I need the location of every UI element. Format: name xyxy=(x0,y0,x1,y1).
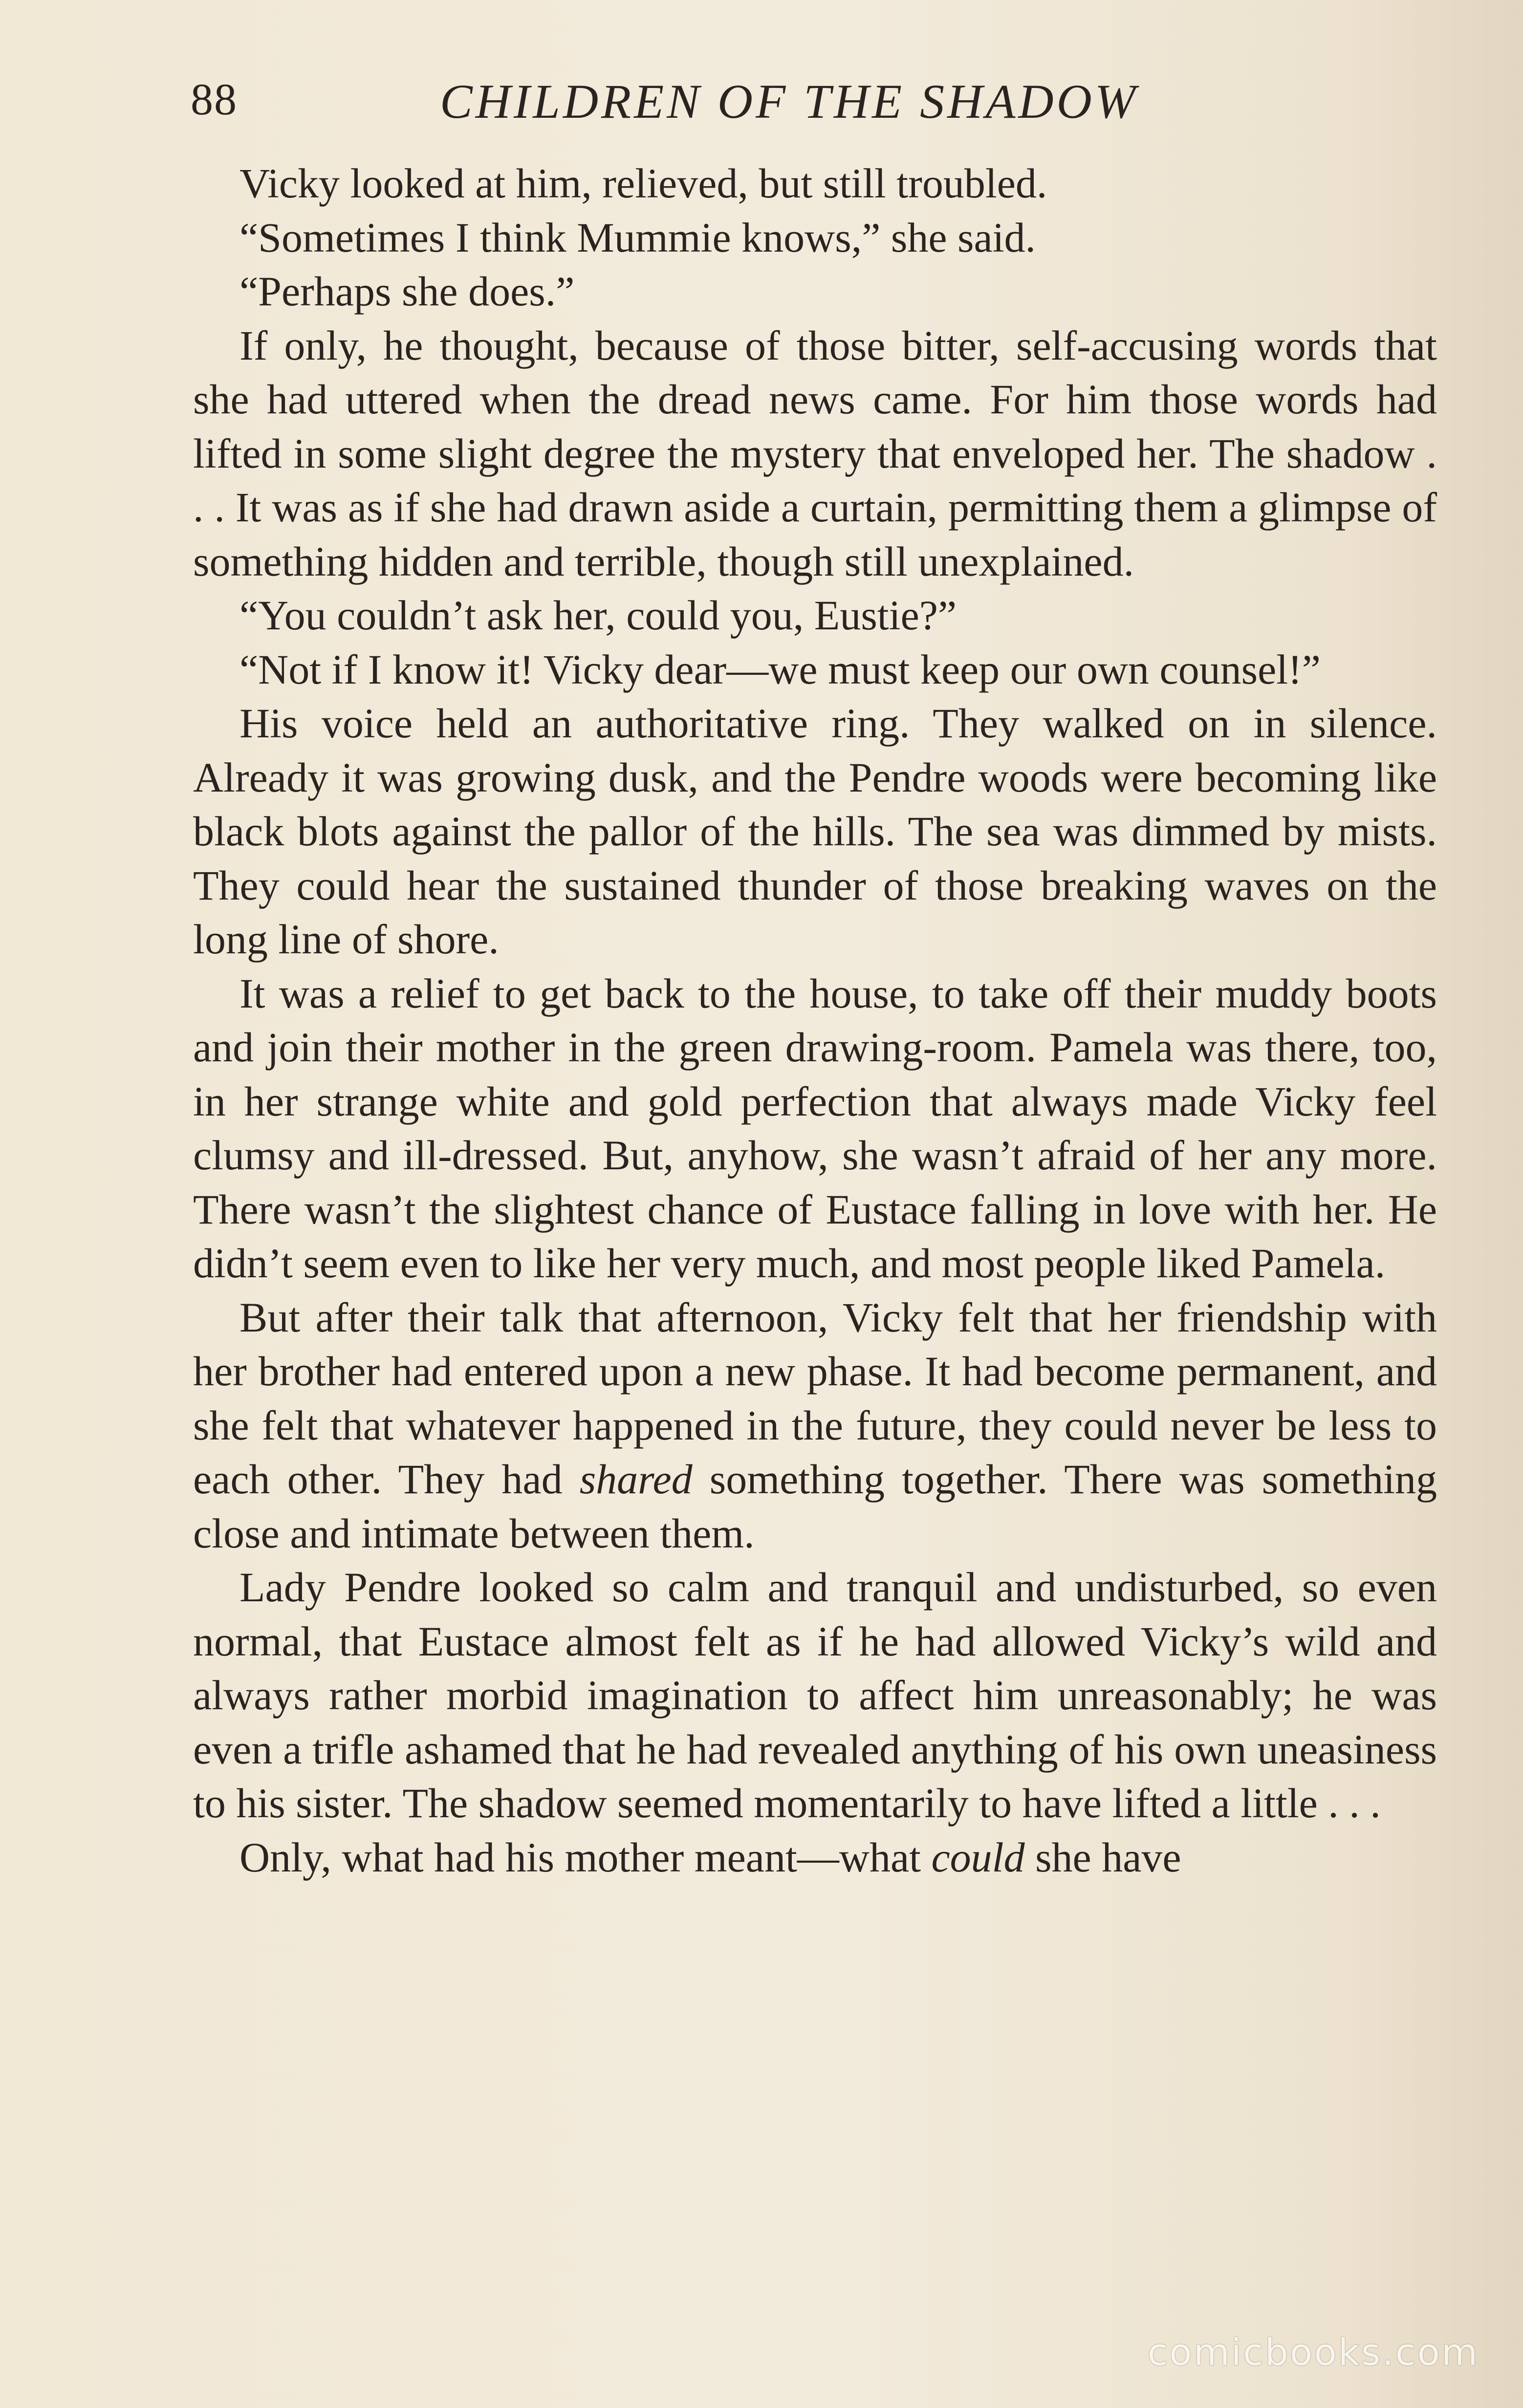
paragraph-text: Only, what had his mother meant—what xyxy=(239,1833,932,1881)
paragraph: “You couldn’t ask her, could you, Eustie?” xyxy=(239,592,957,639)
page-header xyxy=(186,68,1457,137)
paragraph-text: she have xyxy=(1024,1833,1181,1881)
paragraph: If only, he thought, because of those bitter, self-accusing words that she had uttered when the dread news came. For him those words had lifted in some slight degree the mystery that enveloped her. The shadow . . . It was as if she had drawn aside a curtain, permitting them a glimpse of something hidden and terrible, though still unexplained. xyxy=(193,322,1437,585)
watermark: comicbooks.com xyxy=(1147,2330,1479,2374)
paragraph: His voice held an authoritative ring. They walked on in silence. Already it was growing dusk, and the Pendre woods were becoming like black blots against the pallor of the hills. The sea was dimmed by mists. They could hear the sustained thunder of those breaking waves on the long line of shore. xyxy=(193,700,1437,963)
paragraph xyxy=(193,1290,1437,1561)
paragraph-text: But after their talk that afternoon, Vicky felt that her friendship with her brother had entered upon a new phase. It had become permanent, and she felt that whatever happened in the future, they could never be less to each other. They had xyxy=(193,1293,1437,1503)
paragraph: It was a relief to get back to the house, to take off their muddy boots and join their mother in the green drawing-room. Pamela was there, too, in her strange white and gold perfection that always made Vicky feel clumsy and ill-dressed. But, anyhow, she wasn’t afraid of her any more. There wasn’t the slightest chance of Eustace falling in love with her. He didn’t seem even to like her very much, and most people liked Pamela. xyxy=(193,969,1437,1287)
paragraph xyxy=(193,1830,1437,1885)
body-text xyxy=(193,156,1437,1884)
paragraph: Vicky looked at him, relieved, but still troubled. xyxy=(239,160,1047,207)
running-title: CHILDREN OF THE SHADOW xyxy=(440,74,1139,129)
paragraph: “Not if I know it! Vicky dear—we must keep our own counsel!” xyxy=(239,645,1321,693)
italic-word: shared xyxy=(579,1456,693,1503)
paragraph: “Perhaps she does.” xyxy=(239,268,575,315)
italic-word: could xyxy=(931,1833,1025,1881)
paragraph: “Sometimes I think Mummie knows,” she said. xyxy=(239,214,1036,261)
paragraph-text: something together. There was something close and intimate between them. xyxy=(193,1456,1437,1557)
paragraph: Lady Pendre looked so calm and tranquil and undisturbed, so even normal, that Eustace almost felt as if he had allowed Vicky’s wild and always rather morbid imagination to affect him unreasonably; he was even a trifle ashamed that he had revealed anything of his own uneasiness to his sister. The shadow seemed momentarily to have lifted a little . . . xyxy=(193,1564,1437,1827)
page-number: 88 xyxy=(191,74,238,124)
